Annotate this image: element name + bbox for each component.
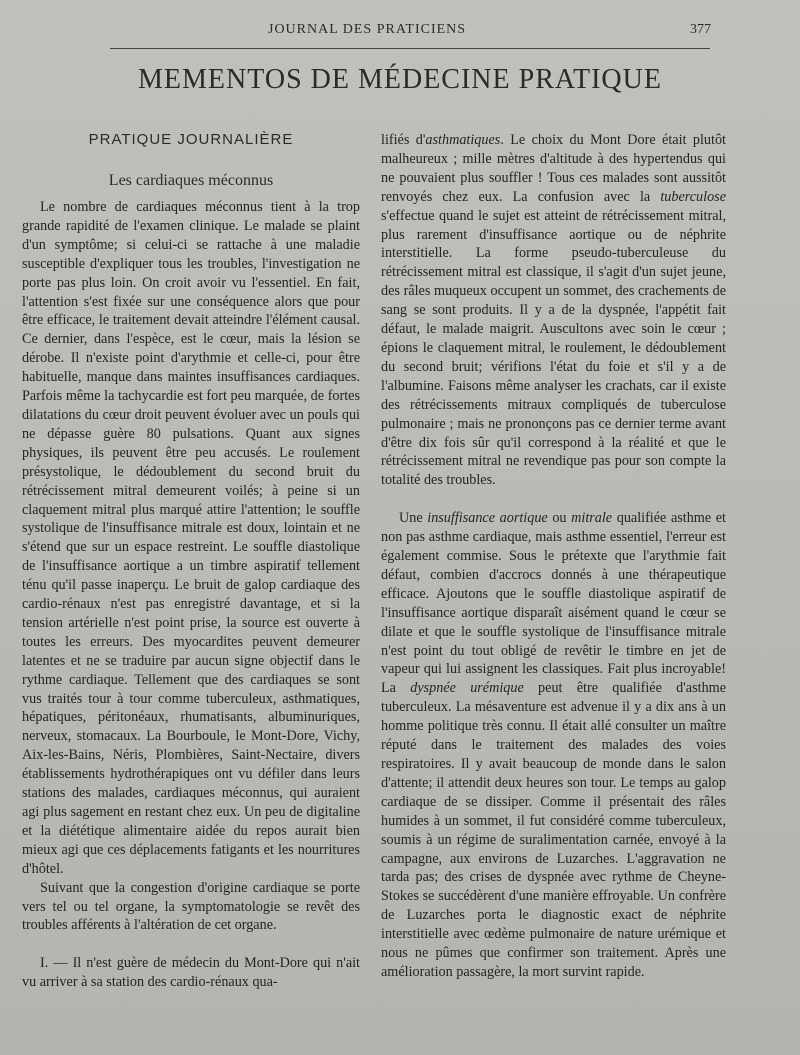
left-paragraph-1: Le nombre de cardiaques méconnus tient à la trop grande rapidité de l'examen clinique. Le malade se plaint d'un symptôme; si celui-ci se rattache à une maladie susceptible d'expliquer tous les troubles, l'investigation ne porte pas plus loin. On croit avoir vu l'essentiel. En fait, l'attention s'est fixée sur une conséquence alors que pour être efficace, le traitement devait atteindre l'élément causal. Ce dernier, dans l'espèce, est le cœur, mais la lésion se dérobe. Il n'existe point d'arythmie et celle-ci, pour être habituelle, manque dans maintes insuffisances cardiaques. Parfois même la tachycardie est fort peu marquée, de fortes dilatations du cœur droit peuvent évoluer avec un pouls qui ne dépasse guère 80 pulsations. Quant aux signes physiques, ils peuvent être peu accusés. Le roulement présystolique, le dédoublement du second bruit du rétrécissement mitral demeurent voilés; à peine si un claquement mitral plus marqué attire l'attention; le souffle systolique de l'insuffisance mitrale est doux, lointain et ne s'étend que sur un espace restreint. Le souffle diastolique de l'insuffisance aortique a un timbre aspiratif tellement ténu qu'il passe inaperçu. Le bruit de galop cardiaque des cardio-rénaux n'est pas enregistré davantage, et si la tension artérielle n'est point prise, la source est ouverte à toutes les erreurs. Des myocardites peuvent demeurer latentes et ne se traduire par aucun signe objectif dans le rythme cardiaque. Tellement que des cardiaques se sont vus traités tour à tour comme tuberculeux, asthmatiques, hépatiques, péritonéaux, rhumatisants, albuminuriques, nerveux, stomacaux. La Bourboule, le Mont-Dore, Vichy, Aix-les-Bains, Néris, Plombières, Saint-Nectaire, divers établissements hydrothérapiques ont vu défiler dans leurs stations des malades, cardiaques méconnus, qui auraient agi plus sagement en restant chez eux. Un peu de digitaline et la diététique alimentaire aidée du repos aurait bien mieux agi que ces déplacements fatigants et les nourritures d'hôtel. (22, 199, 360, 877)
running-head (0, 22, 800, 42)
article-title: Les cardiaques méconnus (108, 172, 274, 189)
left-paragraph-3: I. — Il n'est guère de médecin du Mont-Dore qui n'ait vu arriver à sa station des cardio-rénaux qua- (22, 955, 360, 991)
section-title: PRATIQUE JOURNALIÈRE (88, 131, 294, 148)
header-rule (110, 48, 710, 49)
right-column (381, 131, 726, 982)
right-paragraph-2: Une insuffisance aortique ou mitrale qualifiée asthme et non pas asthme cardiaque, mais asthme essentiel, l'erreur est également commise. Sous le prétexte que l'arythmie fait défaut, combien d'accrocs donnés à une thérapeutique efficace. Ajoutons que le souffle diastolique aspiratif de l'insuffisance aortique disparaît aisément quand le cœur se dilate et que le souffle systolique de l'insuffisance mitrale n'est point du tout obligé de revêtir le timbre en jet de vapeur qui lui assignent les classiques. Fait plus incroyable! La dyspnée urémique peut être qualifiée d'asthme tuberculeux. La mésaventure est advenue il y a dix ans à un homme politique très connu. Il était allé consulter un maître réputé dans le traitement des malades des voies respiratoires. Il y avait beaucoup de monde dans le salon d'attente; il attendit deux heures son tour. Le temps au galop cardiaque de se dissiper. Comme il présentait des râles humides à un sommet, il fut considéré comme tuberculeux, soumis à un régime de suralimentation carnée, envoyé à la campagne, aux environs de Luzarches. L'aggravation ne tarda pas; des crises de dyspnée avec rythme de Cheyne-Stokes se succédèrent d'une manière effroyable. Un confrère de Luzarches porta le diagnostic exact de néphrite interstitielle avec œdème pulmonaire de nature urémique et nous ne pûmes que confirmer son traitement. Après une amélioration passagère, la mort survint rapide. (381, 510, 726, 980)
main-title: MEMENTOS DE MÉDECINE PRATIQUE (138, 64, 662, 95)
left-column (22, 198, 360, 992)
page-number: 377 (690, 22, 711, 37)
right-paragraph-1: lifiés d'asthmatiques. Le choix du Mont Dore était plutôt malheureux ; mille mètres d'altitude à des hypertendus qui ne pouvaient plus souffler ! Tous ces malades sont aussitôt renvoyés chez eux. La confusion avec la tuberculose s'effectue quand le sujet est atteint de rétrécissement mitral, plus rarement d'insuffisance aortique ou de néphrite interstitielle. La forme pseudo-tuberculeuse du rétrécissement mitral est classique, il s'agit d'un sujet jeune, des râles muqueux occupent un sommet, des crachements de sang se sont produits. Il y a de la dyspnée, l'appétit fait défaut, le malade maigrit. Auscultons avec soin le cœur ; épions le claquement mitral, le roulement, le dédoublement du second bruit; vérifions l'état du foie et s'il y a de l'albumine. Faisons même analyser les crachats, car il existe des rétrécissements mitraux compliqués de tuberculose pulmonaire ; mais ne prononçons pas ce dernier terme avant d'être dix fois sûr qu'il correspond à la réalité et que le rétrécissement mitral ne revendique pas pour son compte la totalité des troubles. (381, 132, 726, 489)
left-paragraph-2: Suivant que la congestion d'origine cardiaque se porte vers tel ou tel organe, la symptomatologie se revêt des troubles afférents à l'altération de cet organe. (22, 879, 360, 934)
journal-title: JOURNAL DES PRATICIENS (268, 22, 467, 37)
